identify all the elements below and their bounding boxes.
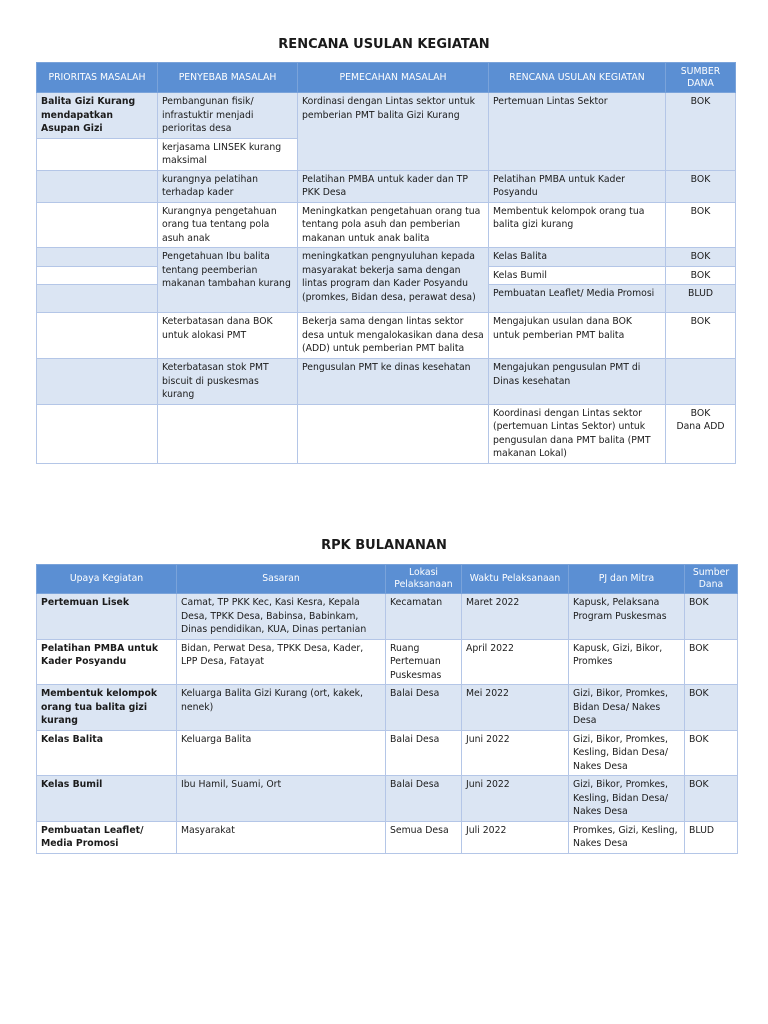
header-penyebab: PENYEBAB MASALAH bbox=[158, 63, 298, 93]
lokasi-cell: Kecamatan bbox=[386, 594, 462, 640]
empty-cell bbox=[37, 138, 158, 170]
pemecahan-cell: Kordinasi dengan Lintas sektor untuk pemberian PMT balita Gizi Kurang bbox=[298, 93, 489, 171]
penyebab-cell: Pengetahuan Ibu balita tentang peemberian makanan tambahan kurang bbox=[158, 248, 298, 313]
table-row bbox=[37, 359, 736, 405]
rencana-cell: Mengajukan pengusulan PMT di Dinas kesehatan bbox=[489, 359, 666, 405]
sasaran-cell: Keluarga Balita bbox=[177, 730, 386, 776]
penyebab-cell: kurangnya pelatihan terhadap kader bbox=[158, 170, 298, 202]
header-rencana: RENCANA USULAN KEGIATAN bbox=[489, 63, 666, 93]
empty-cell bbox=[37, 266, 158, 285]
pj-cell: Promkes, Gizi, Kesling, Nakes Desa bbox=[569, 821, 685, 853]
penyebab-cell: Keterbatasan dana BOK untuk alokasi PMT bbox=[158, 313, 298, 359]
rencana-cell: Koordinasi dengan Lintas sektor (pertemuan Lintas Sektor) untuk pengusulan dana PMT balita (PMT makanan Lokal) bbox=[489, 404, 666, 463]
pemecahan-cell: Pengusulan PMT ke dinas kesehatan bbox=[298, 359, 489, 405]
rencana-header-row bbox=[37, 63, 736, 93]
sumber-cell: BOK bbox=[666, 170, 736, 202]
sumber-cell bbox=[666, 404, 736, 463]
empty-cell bbox=[37, 404, 158, 463]
pemecahan-cell: Meningkatkan pengetahuan orang tua tentang pola asuh dan pemberian makanan untuk anak balita bbox=[298, 202, 489, 248]
empty-cell bbox=[37, 170, 158, 202]
waktu-cell: Maret 2022 bbox=[462, 594, 569, 640]
rencana-cell: Pelatihan PMBA untuk Kader Posyandu bbox=[489, 170, 666, 202]
rencana-cell: Kelas Bumil bbox=[489, 266, 666, 285]
header-sumber-dana: Sumber Dana bbox=[685, 565, 738, 594]
empty-cell bbox=[37, 313, 158, 359]
table-row bbox=[37, 248, 736, 267]
rencana-cell: Mengajukan usulan dana BOK untuk pemberian PMT balita bbox=[489, 313, 666, 359]
penyebab-cell: Kurangnya pengetahuan orang tua tentang pola asuh anak bbox=[158, 202, 298, 248]
pemecahan-cell: Pelatihan PMBA untuk kader dan TP PKK Desa bbox=[298, 170, 489, 202]
sasaran-cell: Ibu Hamil, Suami, Ort bbox=[177, 776, 386, 822]
sasaran-cell: Keluarga Balita Gizi Kurang (ort, kakek, nenek) bbox=[177, 685, 386, 731]
rpk-title: RPK BULANANAN bbox=[321, 538, 447, 553]
header-lokasi: Lokasi Pelaksanaan bbox=[386, 565, 462, 594]
waktu-cell: Mei 2022 bbox=[462, 685, 569, 731]
pj-cell: Gizi, Bikor, Promkes, Kesling, Bidan Desa/ Nakes Desa bbox=[569, 730, 685, 776]
pj-cell: Gizi, Bikor, Promkes, Bidan Desa/ Nakes Desa bbox=[569, 685, 685, 731]
sasaran-cell: Masyarakat bbox=[177, 821, 386, 853]
rencana-cell: Pembuatan Leaflet/ Media Promosi bbox=[489, 285, 666, 313]
sumber-cell: BOK bbox=[666, 248, 736, 267]
pj-cell: Kapusk, Pelaksana Program Puskesmas bbox=[569, 594, 685, 640]
pemecahan-cell: Bekerja sama dengan lintas sektor desa untuk mengalokasikan dana desa (ADD) untuk pemberian PMT balita bbox=[298, 313, 489, 359]
pj-cell: Kapusk, Gizi, Bikor, Promkes bbox=[569, 639, 685, 685]
sasaran-cell: Bidan, Perwat Desa, TPKK Desa, Kader, LPP Desa, Fatayat bbox=[177, 639, 386, 685]
lokasi-cell: Balai Desa bbox=[386, 776, 462, 822]
pj-cell: Gizi, Bikor, Promkes, Kesling, Bidan Desa/ Nakes Desa bbox=[569, 776, 685, 822]
prioritas-cell: Balita Gizi Kurang mendapatkan Asupan Gizi bbox=[37, 93, 158, 139]
table-row bbox=[37, 685, 738, 731]
rencana-cell: Pertemuan Lintas Sektor bbox=[489, 93, 666, 171]
sasaran-cell: Camat, TP PKK Kec, Kasi Kesra, Kepala Desa, TPKK Desa, Babinsa, Babinkam, Dinas pendidikan, KUA, Dinas pertanian bbox=[177, 594, 386, 640]
rencana-cell: Kelas Balita bbox=[489, 248, 666, 267]
sumber-cell: BOK bbox=[685, 776, 738, 822]
sumber-cell: BOK bbox=[666, 266, 736, 285]
table-row bbox=[37, 730, 738, 776]
header-sumber: SUMBER DANA bbox=[666, 63, 736, 93]
lokasi-cell: Ruang Pertemuan Puskesmas bbox=[386, 639, 462, 685]
upaya-cell: Pembuatan Leaflet/ Media Promosi bbox=[37, 821, 177, 853]
sumber-value: BOK bbox=[690, 407, 711, 419]
upaya-cell: Membentuk kelompok orang tua balita gizi kurang bbox=[37, 685, 177, 731]
sumber-cell: BOK bbox=[666, 202, 736, 248]
table-row bbox=[37, 202, 736, 248]
header-pj: PJ dan Mitra bbox=[569, 565, 685, 594]
table-row bbox=[37, 639, 738, 685]
header-prioritas: PRIORITAS MASALAH bbox=[37, 63, 158, 93]
lokasi-cell: Balai Desa bbox=[386, 685, 462, 731]
waktu-cell: Juli 2022 bbox=[462, 821, 569, 853]
empty-cell bbox=[298, 404, 489, 463]
table-row bbox=[37, 404, 736, 463]
table-row bbox=[37, 821, 738, 853]
sumber-cell: BOK bbox=[685, 685, 738, 731]
waktu-cell: Juni 2022 bbox=[462, 776, 569, 822]
upaya-cell: Pelatihan PMBA untuk Kader Posyandu bbox=[37, 639, 177, 685]
upaya-cell: Kelas Bumil bbox=[37, 776, 177, 822]
rpk-header-row bbox=[37, 565, 738, 594]
sumber-cell: BOK bbox=[666, 313, 736, 359]
rencana-title: RENCANA USULAN KEGIATAN bbox=[278, 37, 490, 52]
sumber-cell: BLUD bbox=[666, 285, 736, 313]
header-waktu: Waktu Pelaksanaan bbox=[462, 565, 569, 594]
waktu-cell: Juni 2022 bbox=[462, 730, 569, 776]
sumber-cell: BLUD bbox=[685, 821, 738, 853]
table-row bbox=[37, 594, 738, 640]
lokasi-cell: Semua Desa bbox=[386, 821, 462, 853]
upaya-cell: Kelas Balita bbox=[37, 730, 177, 776]
penyebab-cell: kerjasama LINSEK kurang maksimal bbox=[158, 138, 298, 170]
sumber-cell: BOK bbox=[685, 594, 738, 640]
table-row bbox=[37, 170, 736, 202]
empty-cell bbox=[37, 359, 158, 405]
rencana-cell: Membentuk kelompok orang tua balita gizi kurang bbox=[489, 202, 666, 248]
sumber-cell: BOK bbox=[685, 639, 738, 685]
rpk-table bbox=[36, 564, 738, 854]
header-pemecahan: PEMECAHAN MASALAH bbox=[298, 63, 489, 93]
waktu-cell: April 2022 bbox=[462, 639, 569, 685]
table-row bbox=[37, 93, 736, 139]
penyebab-cell: Pembangunan fisik/ infrastuktir menjadi perioritas desa bbox=[158, 93, 298, 139]
empty-cell bbox=[37, 202, 158, 248]
header-upaya: Upaya Kegiatan bbox=[37, 565, 177, 594]
sumber-cell bbox=[666, 359, 736, 405]
sumber-cell: BOK bbox=[666, 93, 736, 171]
empty-cell bbox=[37, 285, 158, 313]
header-sasaran: Sasaran bbox=[177, 565, 386, 594]
penyebab-cell: Keterbatasan stok PMT biscuit di puskesmas kurang bbox=[158, 359, 298, 405]
lokasi-cell: Balai Desa bbox=[386, 730, 462, 776]
upaya-cell: Pertemuan Lisek bbox=[37, 594, 177, 640]
sumber-value: Dana ADD bbox=[676, 421, 725, 432]
rencana-table bbox=[36, 62, 736, 464]
table-row bbox=[37, 776, 738, 822]
pemecahan-cell: meningkatkan pengnyuluhan kepada masyarakat bekerja sama dengan lintas program dan Kader Posyandu (promkes, Bidan desa, perawat desa) bbox=[298, 248, 489, 313]
table-row bbox=[37, 313, 736, 359]
empty-cell bbox=[37, 248, 158, 267]
empty-cell bbox=[158, 404, 298, 463]
sumber-cell: BOK bbox=[685, 730, 738, 776]
